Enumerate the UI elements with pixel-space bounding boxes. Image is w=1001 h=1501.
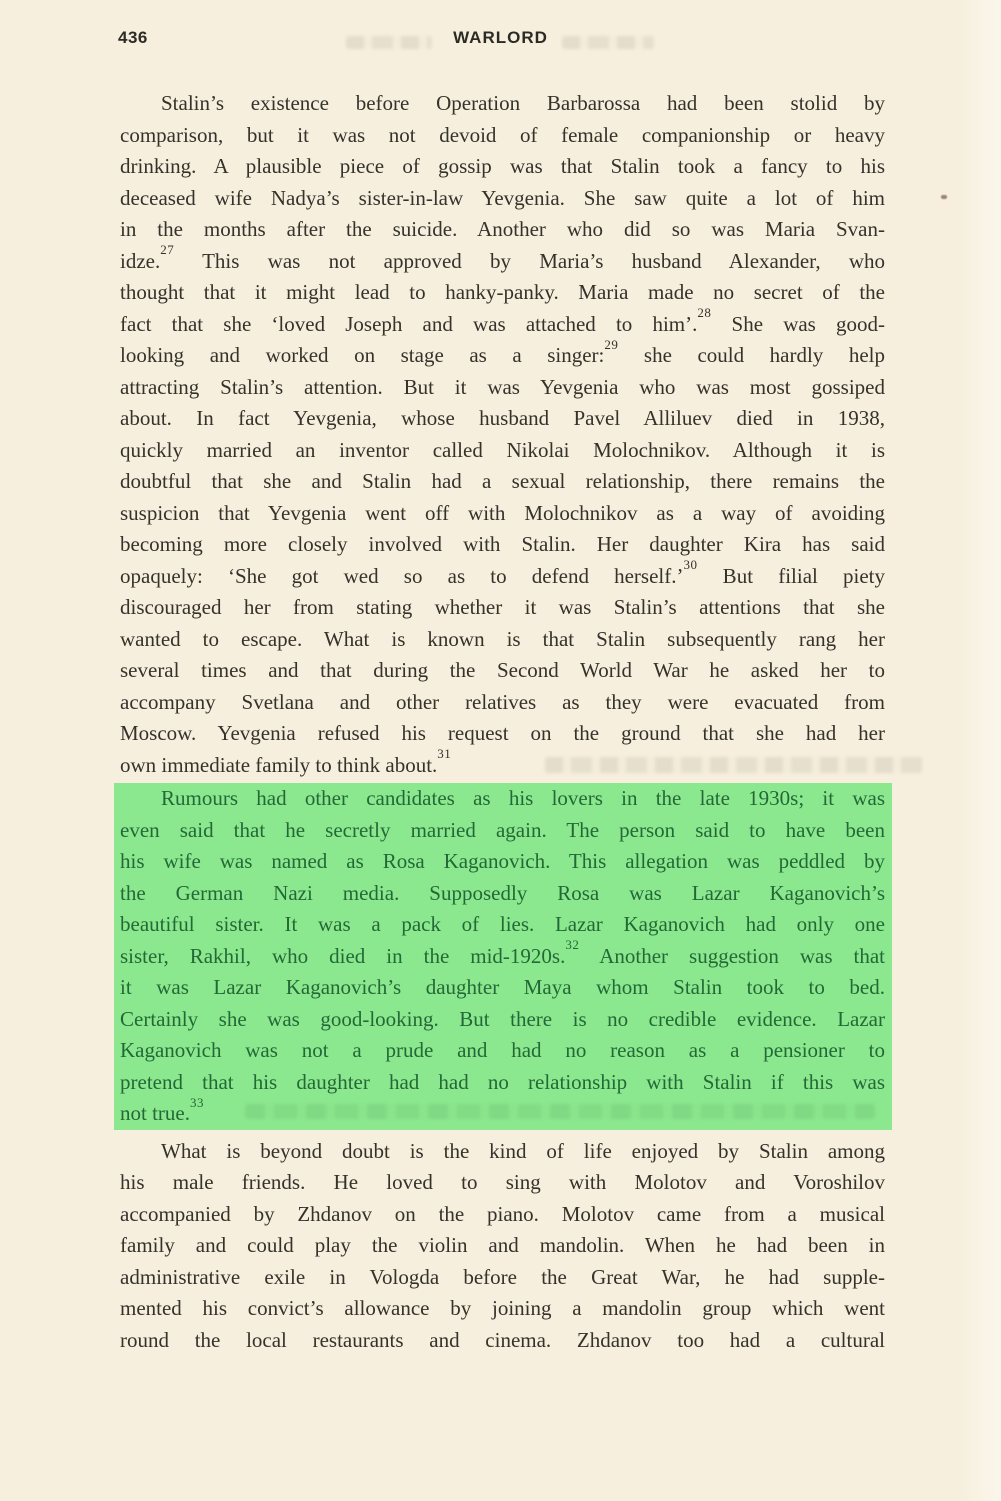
- text-line: even said that he secretly married again. The person said to have been: [120, 817, 885, 842]
- footnote-reference: 31: [437, 746, 452, 762]
- text-line: Stalin’s existence before Operation Barbarossa had been stolid by: [161, 91, 885, 115]
- paragraph: [120, 88, 885, 781]
- text-line: in the months after the suicide. Another who did so was Maria Svan-: [120, 217, 885, 241]
- highlighted-paragraph: [114, 783, 892, 1130]
- text-line: about. In fact Yevgenia, whose husband Pavel Alliluev died in 1938,: [120, 406, 885, 430]
- text-line: opaquely: ‘She got wed so as to defend herself.’$^{30}$ But filial piety: [120, 557, 886, 588]
- page-body: [120, 88, 885, 1356]
- text-line: the German Nazi media. Supposedly Rosa was Lazar Kaganovich’s: [120, 880, 885, 905]
- text-line: deceased wife Nadya’s sister-in-law Yevgenia. She saw quite a lot of him: [120, 185, 885, 210]
- text-line: comparison, but it was not devoid of female companionship or heavy: [120, 122, 885, 147]
- text-line: thought that it might lead to hanky-panky. Maria made no secret of the: [120, 280, 885, 304]
- text-line: beautiful sister. It was a pack of lies. Lazar Kaganovich had only one: [120, 912, 885, 936]
- text-line: sister, Rakhil, who died in the mid-1920s.$^{32}$ Another suggestion was that: [120, 937, 885, 968]
- ink-speck: [941, 195, 947, 199]
- text-line: wanted to escape. What is known is that Stalin subsequently rang her: [120, 626, 885, 651]
- text-line: mented his convict’s allowance by joining a mandolin group which went: [120, 1296, 885, 1320]
- text-line: drinking. A plausible piece of gossip was that Stalin took a fancy to his: [120, 154, 885, 178]
- text-line: family and could play the violin and mandolin. When he had been in: [120, 1233, 885, 1257]
- text-line: his wife was named as Rosa Kaganovich. This allegation was peddled by: [120, 849, 885, 873]
- text-line: it was Lazar Kaganovich’s daughter Maya whom Stalin took to bed.: [120, 975, 885, 999]
- running-head: WARLORD: [453, 28, 548, 47]
- paragraph: [120, 1136, 885, 1357]
- text-line: administrative exile in Vologda before the Great War, he had supple-: [120, 1264, 885, 1289]
- text-line: round the local restaurants and cinema. Zhdanov too had a cultural: [120, 1327, 885, 1352]
- text-line: What is beyond doubt is the kind of life enjoyed by Stalin among: [161, 1138, 885, 1163]
- text-line: pretend that his daughter had had no relationship with Stalin if this was: [120, 1069, 885, 1094]
- text-line: Rumours had other candidates as his lovers in the late 1930s; it was: [161, 786, 885, 810]
- text-line: not true.$^{33}$: [120, 1094, 204, 1125]
- text-line: becoming more closely involved with Stalin. Her daughter Kira has said: [120, 532, 885, 556]
- footnote-reference: 33: [189, 1094, 204, 1110]
- footnote-reference: 32: [565, 937, 580, 953]
- text-line: Moscow. Yevgenia refused his request on the ground that she had her: [120, 721, 885, 745]
- text-line: Kaganovich was not a prude and had no reason as a pensioner to: [120, 1038, 885, 1062]
- page-header: [0, 28, 1001, 50]
- text-line: discouraged her from stating whether it was Stalin’s attentions that she: [120, 595, 885, 619]
- footnote-reference: 28: [697, 305, 712, 321]
- text-line: his male friends. He loved to sing with Molotov and Voroshilov: [120, 1170, 885, 1194]
- text-line: suspicion that Yevgenia went off with Molochnikov as a way of avoiding: [120, 500, 885, 525]
- footnote-reference: 27: [160, 242, 175, 258]
- text-line: Certainly she was good-looking. But there is no credible evidence. Lazar: [120, 1006, 885, 1031]
- text-line: quickly married an inventor called Nikolai Molochnikov. Although it is: [120, 437, 885, 462]
- footnote-reference: 30: [683, 557, 698, 573]
- text-line: several times and that during the Second World War he asked her to: [120, 658, 885, 682]
- page-number: 436: [118, 28, 148, 47]
- text-line: looking and worked on stage as a singer:$^{29}$ she could hardly help: [120, 336, 886, 367]
- text-line: own immediate family to think about.$^{31}$: [120, 746, 452, 777]
- text-line: accompany Svetlana and other relatives as they were evacuated from: [120, 689, 885, 714]
- text-line: doubtful that she and Stalin had a sexual relationship, there remains the: [120, 469, 885, 493]
- text-line: idze.$^{27}$ This was not approved by Maria’s husband Alexander, who: [120, 242, 885, 273]
- text-line: attracting Stalin’s attention. But it was Yevgenia who was most gossiped: [120, 374, 885, 399]
- text-line: accompanied by Zhdanov on the piano. Molotov came from a musical: [120, 1201, 885, 1226]
- footnote-reference: 29: [604, 336, 619, 352]
- text-line: fact that she ‘loved Joseph and was attached to him’.$^{28}$ She was good-: [120, 305, 885, 336]
